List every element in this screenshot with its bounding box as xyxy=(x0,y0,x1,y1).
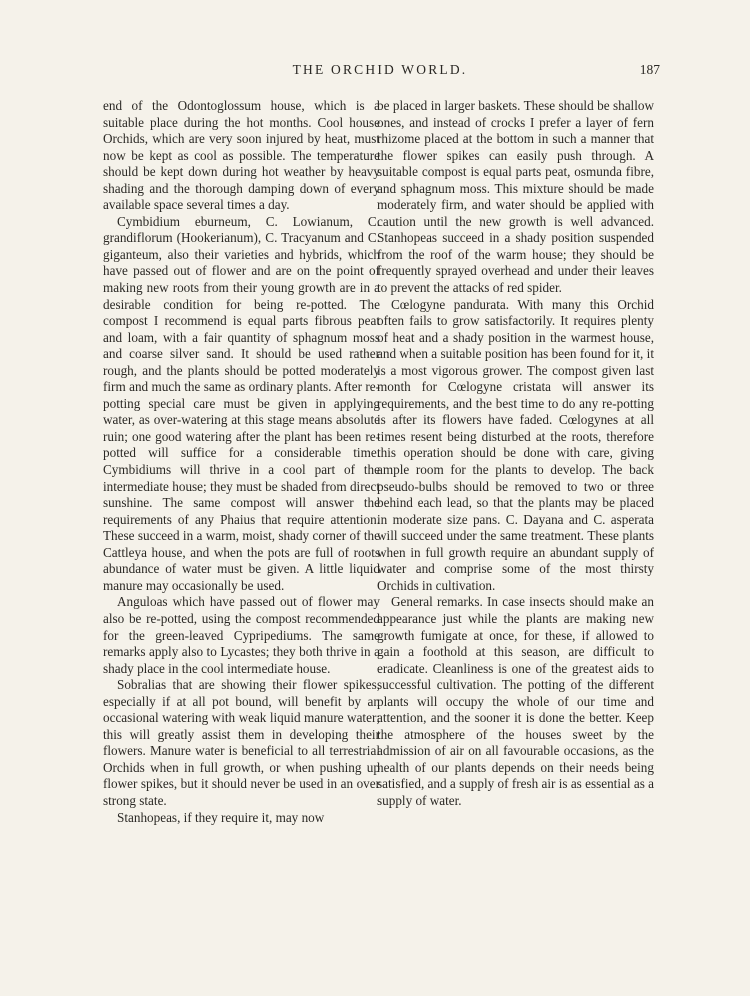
running-title: THE ORCHID WORLD. xyxy=(292,62,468,77)
paragraph: Cœlogyne pandurata. With many this Orchid often fails to grow satisfactorily. It requires plenty of heat and a shady position in the warmest house, and when a suitable position has been found for it, it is a most vigorous grower. The compost given last month for Cœlogyne cristata will answer its requirements, and the best time to do any re-potting is after its flowers have faded. Cœlogynes at all times resent being disturbed at the roots, therefore this operation should be done with care, giving ample room for the plants to develop. The back pseudo-bulbs should be removed to two or three behind each lead, so that the plants may be placed in moderate size pans. C. Dayana and C. asperata will succeed under the same treatment. These plants when in full growth require an abundant supply of water and comprise some of the most thirsty Orchids in cultivation. xyxy=(377,296,654,593)
paragraph: Cymbidium eburneum, C. Lowianum, C. grandiflorum (Hookerianum), C. Tracyanum and C. giganteum, also their varieties and hybrids, which have passed out of flower and are on the point of making new roots from their young growth are in a desirable condition for being re-potted. The compost I recommend is equal parts fibrous peat and loam, with a fair quantity of sphagnum moss and coarse silver sand. It should be used rather rough, and the plants should be potted moderately firm and much the same as ordinary plants. After re-potting special care must be given in applying water, as over-watering at this stage means absolute ruin; one good watering after the plant has been re-potted will suffice for a considerable time. Cymbidiums will thrive in a cool part of the intermediate house; they must be shaded from direct sunshine. The same compost will answer the requirements of any Phaius that require attention. These succeed in a warm, moist, shady corner of the Cattleya house, and when the pots are full of roots abundance of water must be given. A little liquid manure may occasionally be used. xyxy=(103,213,380,593)
paragraph: end of the Odontoglossum house, which is a suitable place during the hot months. Cool house Orchids, which are very soon injured by heat, must now be kept as cool as possible. The temperature should be kept down during hot weather by heavy shading and the thorough damping down of every available space several times a day. xyxy=(103,98,380,213)
paragraph: Anguloas which have passed out of flower may also be re-potted, using the compost recommended for the green-leaved Cypripediums. The same remarks apply also to Lycastes; they both thrive in a shady place in the cool intermediate house. xyxy=(103,594,380,676)
paragraph: General remarks. In case insects should make an appearance just while the plants are making new growth fumigate at once, for these, if allowed to gain a foothold at this season, are difficult to eradicate. Cleanliness is one of the greatest aids to successful cultivation. The potting of the different plants will occupy the whole of our time and attention, and the sooner it is done the better. Keep the atmosphere of the houses sweet by the admission of air on all favourable occasions, as the health of our plants depends on their needs being satisfied, and a supply of fresh air is as essential as a supply of water. xyxy=(377,594,654,808)
paragraph: be placed in larger baskets. These should be shallow ones, and instead of crocks I prefer a layer of fern rhizome placed at the bottom in such a manner that the flower spikes can easily push through. A suitable compost is equal parts peat, osmunda fibre, and sphagnum moss. This mixture should be made moderately firm, and water should be applied with caution until the new growth is well advanced. Stanhopeas succeed in a shady position suspended from the roof of the warm house; they should be frequently sprayed overhead and under their leaves to prevent the attacks of red spider. xyxy=(377,98,654,296)
paragraph: Stanhopeas, if they require it, may now xyxy=(117,809,325,825)
right-column xyxy=(377,98,654,810)
paragraph: Sobralias that are showing their flower spikes, especially if at all pot bound, will benefit by an occasional watering with weak liquid manure water; this will greatly assist them in developing their flowers. Manure water is beneficial to all terrestrial Orchids when in full growth, or when pushing up flower spikes, but it should never be used in an over strong state. xyxy=(103,677,380,808)
page-number: 187 xyxy=(639,62,660,77)
left-column xyxy=(103,98,380,826)
running-head xyxy=(100,62,660,84)
